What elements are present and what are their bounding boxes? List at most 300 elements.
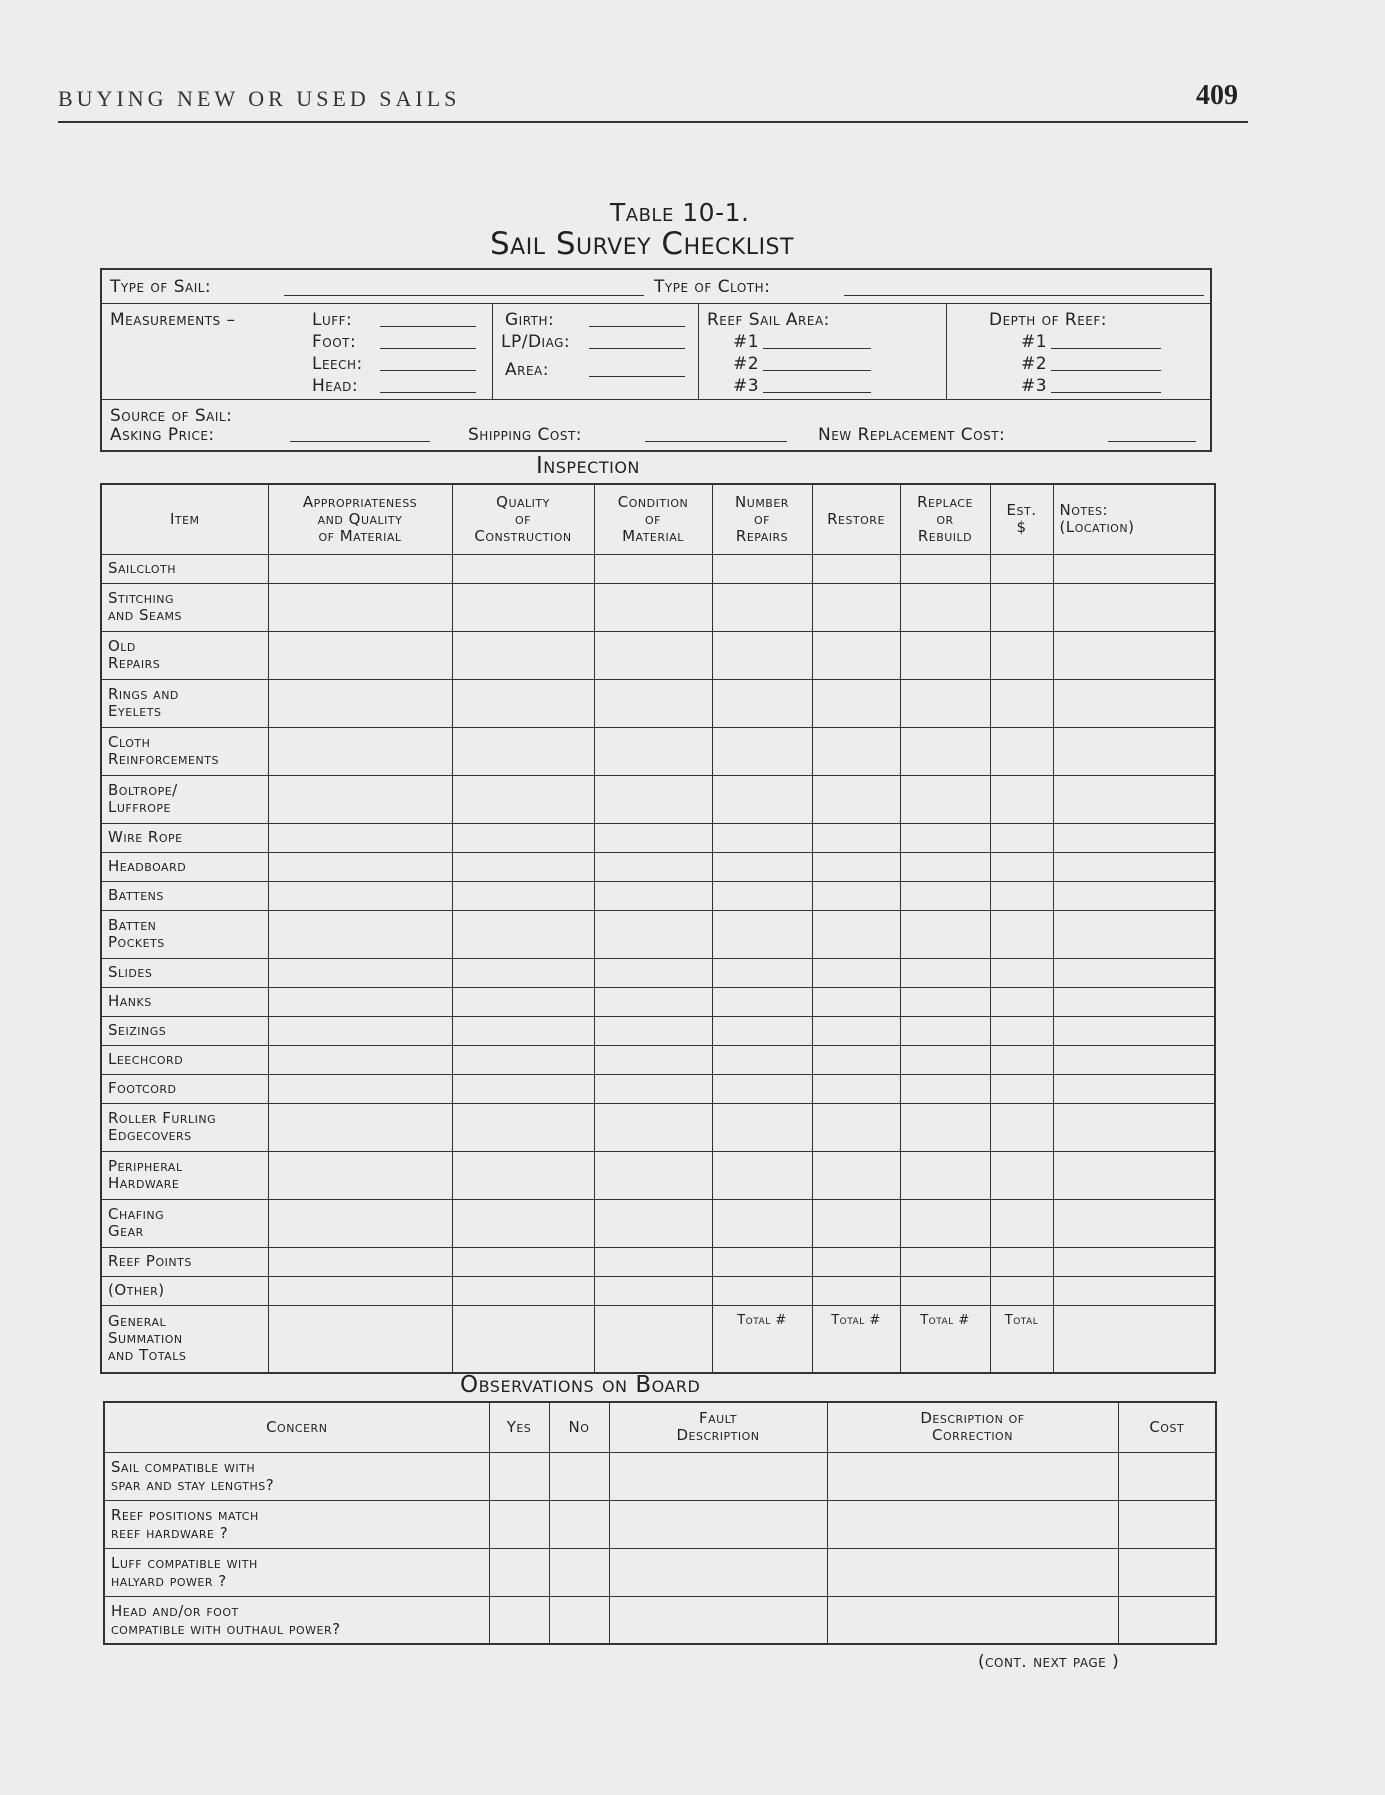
inspection-entry-cell[interactable] [452, 1247, 594, 1276]
inspection-entry-cell[interactable] [990, 1103, 1053, 1151]
inspection-entry-cell[interactable] [900, 910, 990, 958]
inspection-entry-cell[interactable] [594, 727, 712, 775]
inspection-entry-cell[interactable] [594, 631, 712, 679]
reef-sail-area-cell [699, 304, 947, 399]
observation-row [104, 1500, 1216, 1548]
header-quality-line-1: Quality [496, 492, 550, 511]
inspection-entry-cell[interactable] [712, 881, 812, 910]
inspection-entry-cell[interactable] [1053, 583, 1215, 631]
new-replacement-cost-label: New Replacement Cost: [818, 425, 1006, 445]
cost-cell[interactable] [1118, 1548, 1216, 1596]
inspection-entry-cell[interactable] [712, 987, 812, 1016]
yes-cell[interactable] [489, 1596, 549, 1644]
inspection-row [101, 583, 1215, 631]
inspection-row [101, 1276, 1215, 1305]
inspection-entry-cell[interactable] [812, 881, 900, 910]
inspection-entry-cell[interactable] [990, 852, 1053, 881]
inspection-entry-cell[interactable] [268, 554, 452, 583]
correction-description-cell[interactable] [827, 1452, 1118, 1500]
reef-depth-2-label: #2 [1021, 354, 1048, 374]
inspection-entry-cell[interactable] [990, 1045, 1053, 1074]
item-label-line: and Seams [108, 606, 182, 624]
new-replacement-cost-blank[interactable] [1108, 441, 1196, 442]
inspection-entry-cell[interactable] [452, 1045, 594, 1074]
cost-cell[interactable] [1118, 1500, 1216, 1548]
area-blank[interactable] [589, 376, 685, 377]
inspection-entry-cell[interactable] [1053, 1074, 1215, 1103]
inspection-entry-cell[interactable] [712, 1045, 812, 1074]
lp-diag-blank[interactable] [589, 348, 685, 349]
depth-of-reef-cell [947, 304, 1210, 399]
inspection-entry-cell[interactable] [900, 1151, 990, 1199]
inspection-entry-cell[interactable] [452, 987, 594, 1016]
inspection-entry-cell[interactable] [812, 823, 900, 852]
inspection-entry-cell[interactable] [1053, 881, 1215, 910]
yes-cell[interactable] [489, 1452, 549, 1500]
inspection-entry-cell[interactable] [812, 727, 900, 775]
item-label-line: Cloth [108, 733, 151, 751]
item-label-line: Hardware [108, 1174, 180, 1192]
header-restore: Restore [812, 484, 900, 554]
total-replace-cell[interactable]: Total # [900, 1305, 990, 1373]
inspection-entry-cell[interactable] [900, 554, 990, 583]
inspection-entry-cell[interactable] [594, 1199, 712, 1247]
inspection-entry-cell[interactable] [1053, 910, 1215, 958]
inspection-entry-cell[interactable] [812, 1247, 900, 1276]
inspection-entry-cell[interactable] [1053, 1045, 1215, 1074]
inspection-entry-cell[interactable] [990, 583, 1053, 631]
inspection-entry-cell[interactable] [990, 554, 1053, 583]
correction-description-cell[interactable] [827, 1500, 1118, 1548]
no-cell[interactable] [549, 1500, 609, 1548]
inspection-entry-cell[interactable] [268, 583, 452, 631]
inspection-entry-cell[interactable] [990, 823, 1053, 852]
item-label [101, 1276, 268, 1305]
inspection-entry-cell[interactable] [1053, 1276, 1215, 1305]
inspection-entry-cell[interactable] [1053, 958, 1215, 987]
inspection-entry-cell[interactable] [812, 554, 900, 583]
inspection-entry-cell[interactable] [1053, 679, 1215, 727]
inspection-entry-cell[interactable] [452, 775, 594, 823]
inspection-row [101, 1045, 1215, 1074]
reef-depth-2-blank[interactable] [1051, 370, 1161, 371]
inspection-entry-cell[interactable] [712, 910, 812, 958]
type-of-cloth-blank[interactable] [844, 295, 1204, 296]
continued-note: (cont. next page ) [978, 1652, 1120, 1672]
item-label [101, 1074, 268, 1103]
inspection-entry-cell[interactable] [268, 1016, 452, 1045]
leech-blank[interactable] [380, 370, 476, 371]
inspection-entry-cell[interactable] [1053, 631, 1215, 679]
header-number-line-3: Repairs [735, 526, 789, 545]
inspection-entry-cell[interactable] [990, 775, 1053, 823]
inspection-entry-cell[interactable] [452, 631, 594, 679]
concern-label-line: reef hardware ? [111, 1524, 229, 1542]
header-appropriateness-line-2: and Quality [317, 509, 403, 528]
sail-info-form [100, 268, 1212, 452]
fault-description-cell[interactable] [609, 1548, 827, 1596]
inspection-entry-cell[interactable] [594, 554, 712, 583]
item-label-line: Luffrope [108, 798, 171, 816]
inspection-entry-cell[interactable] [594, 583, 712, 631]
inspection-entry-cell[interactable] [990, 987, 1053, 1016]
inspection-entry-cell[interactable] [990, 727, 1053, 775]
inspection-entry-cell[interactable] [712, 1151, 812, 1199]
inspection-entry-cell[interactable] [452, 679, 594, 727]
no-cell[interactable] [549, 1452, 609, 1500]
concern-label [104, 1596, 489, 1644]
inspection-body [101, 554, 1215, 1373]
header-quality-line-3: Construction [474, 526, 572, 545]
item-label-line: Stitching [108, 589, 175, 607]
inspection-row [101, 1151, 1215, 1199]
inspection-entry-cell[interactable] [1053, 1199, 1215, 1247]
asking-price-blank[interactable] [290, 441, 430, 442]
total-est-cell[interactable]: Total [990, 1305, 1053, 1373]
inspection-entry-cell[interactable] [452, 852, 594, 881]
inspection-entry-cell[interactable] [268, 1247, 452, 1276]
item-label-line: Boltrope/ [108, 781, 178, 799]
inspection-entry-cell[interactable] [990, 1151, 1053, 1199]
inspection-entry-cell[interactable] [1053, 1103, 1215, 1151]
inspection-entry-cell[interactable] [900, 679, 990, 727]
inspection-entry-cell[interactable] [268, 1045, 452, 1074]
item-label-line: Eyelets [108, 702, 162, 720]
item-label-line: Reef Points [108, 1252, 192, 1270]
inspection-entry-cell[interactable] [1053, 1247, 1215, 1276]
inspection-entry-cell[interactable] [712, 1276, 812, 1305]
inspection-entry-cell[interactable] [712, 554, 812, 583]
inspection-entry-cell[interactable] [268, 987, 452, 1016]
girth-cell [493, 304, 699, 399]
inspection-entry-cell[interactable] [594, 852, 712, 881]
inspection-entry-cell[interactable] [268, 852, 452, 881]
observation-row [104, 1548, 1216, 1596]
header-condition [594, 484, 712, 554]
inspection-entry-cell[interactable] [712, 1103, 812, 1151]
observation-row [104, 1596, 1216, 1644]
summary-entry-cell[interactable] [452, 1305, 594, 1373]
item-label [101, 910, 268, 958]
correction-description-cell[interactable] [827, 1596, 1118, 1644]
inspection-entry-cell[interactable] [594, 1276, 712, 1305]
inspection-entry-cell[interactable] [712, 1074, 812, 1103]
head-label: Head: [312, 376, 359, 396]
inspection-entry-cell[interactable] [268, 1074, 452, 1103]
inspection-entry-cell[interactable] [594, 1016, 712, 1045]
item-label-line: Footcord [108, 1079, 177, 1097]
item-label [101, 583, 268, 631]
no-cell[interactable] [549, 1596, 609, 1644]
inspection-table [100, 483, 1216, 1374]
inspection-entry-cell[interactable] [900, 881, 990, 910]
inspection-entry-cell[interactable] [712, 958, 812, 987]
header-rule [58, 121, 1248, 123]
concern-label [104, 1548, 489, 1596]
header-concern: Concern [104, 1402, 489, 1452]
inspection-entry-cell[interactable] [594, 823, 712, 852]
item-label-line: Seizings [108, 1021, 167, 1039]
item-label-line: Sailcloth [108, 559, 176, 577]
header-est [990, 484, 1053, 554]
header-condition-line-2: of [645, 509, 661, 528]
inspection-entry-cell[interactable] [1053, 727, 1215, 775]
summary-entry-cell[interactable] [594, 1305, 712, 1373]
reef-area-2-label: #2 [733, 354, 760, 374]
inspection-entry-cell[interactable] [1053, 1151, 1215, 1199]
inspection-entry-cell[interactable] [990, 1016, 1053, 1045]
summary-entry-cell[interactable] [268, 1305, 452, 1373]
item-label [101, 1247, 268, 1276]
inspection-entry-cell[interactable] [268, 958, 452, 987]
inspection-entry-cell[interactable] [452, 823, 594, 852]
inspection-entry-cell[interactable] [900, 852, 990, 881]
observations-body [104, 1452, 1216, 1644]
inspection-entry-cell[interactable] [900, 1045, 990, 1074]
inspection-entry-cell[interactable] [268, 1276, 452, 1305]
inspection-entry-cell[interactable] [900, 1016, 990, 1045]
inspection-entry-cell[interactable] [900, 1074, 990, 1103]
inspection-entry-cell[interactable] [594, 987, 712, 1016]
measurements-cell [102, 304, 493, 399]
inspection-entry-cell[interactable] [990, 1074, 1053, 1103]
inspection-entry-cell[interactable] [712, 583, 812, 631]
inspection-entry-cell[interactable] [990, 910, 1053, 958]
inspection-entry-cell[interactable] [452, 958, 594, 987]
header-notes-line-2: (Location) [1059, 518, 1135, 537]
inspection-entry-cell[interactable] [1053, 1016, 1215, 1045]
leech-label: Leech: [312, 354, 363, 374]
concern-label-line: compatible with outhaul power? [111, 1619, 341, 1638]
inspection-entry-cell[interactable] [268, 881, 452, 910]
inspection-entry-cell[interactable] [812, 775, 900, 823]
form-row-measurements [102, 304, 1210, 400]
inspection-entry-cell[interactable] [812, 1045, 900, 1074]
header-correction-line-1: Description of [920, 1409, 1025, 1428]
inspection-entry-cell[interactable] [900, 823, 990, 852]
inspection-entry-cell[interactable] [452, 583, 594, 631]
header-notes [1053, 484, 1215, 554]
observations-table [103, 1401, 1217, 1645]
type-of-sail-blank[interactable] [284, 295, 644, 296]
header-appropriateness-line-1: Appropriateness [302, 492, 418, 511]
inspection-entry-cell[interactable] [268, 727, 452, 775]
inspection-entry-cell[interactable] [594, 881, 712, 910]
page-number: 409 [1196, 80, 1238, 111]
inspection-entry-cell[interactable] [594, 1247, 712, 1276]
item-label-line: Batten [108, 916, 157, 934]
cost-cell[interactable] [1118, 1596, 1216, 1644]
lp-diag-label: LP/Diag: [501, 332, 571, 352]
header-condition-line-1: Condition [617, 492, 689, 511]
item-label-line: Roller Furling [108, 1109, 217, 1127]
inspection-entry-cell[interactable] [990, 1247, 1053, 1276]
summary-notes-cell[interactable] [1053, 1305, 1215, 1373]
inspection-row [101, 631, 1215, 679]
inspection-entry-cell[interactable] [594, 910, 712, 958]
inspection-entry-cell[interactable] [812, 631, 900, 679]
inspection-entry-cell[interactable] [452, 1276, 594, 1305]
inspection-entry-cell[interactable] [712, 679, 812, 727]
inspection-entry-cell[interactable] [452, 910, 594, 958]
inspection-entry-cell[interactable] [990, 881, 1053, 910]
inspection-entry-cell[interactable] [594, 958, 712, 987]
fault-description-cell[interactable] [609, 1500, 827, 1548]
inspection-entry-cell[interactable] [594, 1151, 712, 1199]
inspection-entry-cell[interactable] [812, 583, 900, 631]
inspection-entry-cell[interactable] [812, 1151, 900, 1199]
girth-blank[interactable] [589, 326, 685, 327]
inspection-entry-cell[interactable] [900, 1276, 990, 1305]
inspection-entry-cell[interactable] [712, 1247, 812, 1276]
inspection-entry-cell[interactable] [900, 1247, 990, 1276]
header-replace-line-2: or [936, 509, 954, 528]
inspection-entry-cell[interactable] [812, 958, 900, 987]
inspection-entry-cell[interactable] [268, 1199, 452, 1247]
inspection-entry-cell[interactable] [452, 1199, 594, 1247]
reef-sail-area-label: Reef Sail Area: [707, 310, 830, 330]
inspection-entry-cell[interactable] [712, 775, 812, 823]
type-of-sail-label: Type of Sail: [110, 277, 212, 297]
inspection-entry-cell[interactable] [452, 1103, 594, 1151]
table-title: Sail Survey Checklist [490, 226, 794, 262]
inspection-entry-cell[interactable] [900, 775, 990, 823]
cost-cell[interactable] [1118, 1452, 1216, 1500]
inspection-entry-cell[interactable] [900, 583, 990, 631]
inspection-entry-cell[interactable] [900, 1103, 990, 1151]
inspection-entry-cell[interactable] [452, 1074, 594, 1103]
inspection-entry-cell[interactable] [594, 679, 712, 727]
inspection-entry-cell[interactable] [268, 1103, 452, 1151]
inspection-row [101, 1074, 1215, 1103]
inspection-entry-cell[interactable] [452, 554, 594, 583]
header-item: Item [101, 484, 268, 554]
reef-area-1-label: #1 [733, 332, 760, 352]
yes-cell[interactable] [489, 1500, 549, 1548]
inspection-entry-cell[interactable] [812, 1016, 900, 1045]
inspection-entry-cell[interactable] [452, 1016, 594, 1045]
inspection-entry-cell[interactable] [900, 987, 990, 1016]
inspection-entry-cell[interactable] [900, 1199, 990, 1247]
inspection-entry-cell[interactable] [990, 679, 1053, 727]
summary-row [101, 1305, 1215, 1373]
inspection-entry-cell[interactable] [594, 1045, 712, 1074]
inspection-entry-cell[interactable] [812, 1103, 900, 1151]
inspection-entry-cell[interactable] [452, 727, 594, 775]
header-replace [900, 484, 990, 554]
concern-label [104, 1452, 489, 1500]
inspection-row [101, 727, 1215, 775]
inspection-entry-cell[interactable] [1053, 554, 1215, 583]
inspection-entry-cell[interactable] [812, 1276, 900, 1305]
inspection-entry-cell[interactable] [712, 631, 812, 679]
inspection-entry-cell[interactable] [268, 679, 452, 727]
inspection-entry-cell[interactable] [594, 775, 712, 823]
inspection-entry-cell[interactable] [594, 1074, 712, 1103]
inspection-entry-cell[interactable] [812, 1199, 900, 1247]
luff-blank[interactable] [380, 326, 476, 327]
observations-header-row [104, 1402, 1216, 1452]
inspection-entry-cell[interactable] [990, 1276, 1053, 1305]
inspection-entry-cell[interactable] [990, 1199, 1053, 1247]
concern-label-line: Sail compatible with [111, 1458, 256, 1476]
form-row-source [102, 400, 1210, 450]
inspection-entry-cell[interactable] [594, 1103, 712, 1151]
item-label [101, 554, 268, 583]
concern-label [104, 1500, 489, 1548]
reef-depth-3-blank[interactable] [1051, 392, 1161, 393]
area-label: Area: [505, 360, 549, 380]
total-restore-cell[interactable]: Total # [812, 1305, 900, 1373]
item-label-line: Wire Rope [108, 828, 183, 846]
inspection-row [101, 958, 1215, 987]
form-row-sail-type [102, 270, 1210, 304]
inspection-entry-cell[interactable] [812, 852, 900, 881]
inspection-entry-cell[interactable] [452, 1151, 594, 1199]
summary-label-line: Summation [108, 1329, 183, 1348]
inspection-entry-cell[interactable] [712, 823, 812, 852]
header-number-line-2: of [754, 509, 770, 528]
fault-description-cell[interactable] [609, 1596, 827, 1644]
inspection-entry-cell[interactable] [1053, 823, 1215, 852]
inspection-entry-cell[interactable] [712, 727, 812, 775]
inspection-entry-cell[interactable] [900, 958, 990, 987]
inspection-entry-cell[interactable] [268, 775, 452, 823]
reef-area-1-blank[interactable] [763, 348, 871, 349]
inspection-entry-cell[interactable] [268, 910, 452, 958]
inspection-entry-cell[interactable] [1053, 987, 1215, 1016]
reef-area-3-blank[interactable] [763, 392, 871, 393]
inspection-entry-cell[interactable] [900, 727, 990, 775]
inspection-entry-cell[interactable] [268, 631, 452, 679]
inspection-entry-cell[interactable] [452, 881, 594, 910]
inspection-entry-cell[interactable] [712, 852, 812, 881]
inspection-entry-cell[interactable] [812, 679, 900, 727]
foot-blank[interactable] [380, 348, 476, 349]
inspection-entry-cell[interactable] [812, 1074, 900, 1103]
inspection-entry-cell[interactable] [900, 631, 990, 679]
head-blank[interactable] [380, 392, 476, 393]
inspection-entry-cell[interactable] [1053, 852, 1215, 881]
inspection-entry-cell[interactable] [990, 631, 1053, 679]
fault-description-cell[interactable] [609, 1452, 827, 1500]
measurements-label: Measurements – [110, 310, 236, 330]
correction-description-cell[interactable] [827, 1548, 1118, 1596]
header-fault [609, 1402, 827, 1452]
yes-cell[interactable] [489, 1548, 549, 1596]
inspection-entry-cell[interactable] [812, 987, 900, 1016]
total-number-cell[interactable]: Total # [712, 1305, 812, 1373]
inspection-row [101, 987, 1215, 1016]
source-of-sail-label: Source of Sail: [110, 406, 233, 426]
foot-label: Foot: [312, 332, 357, 352]
reef-depth-1-blank[interactable] [1051, 348, 1161, 349]
inspection-entry-cell[interactable] [990, 958, 1053, 987]
no-cell[interactable] [549, 1548, 609, 1596]
reef-area-2-blank[interactable] [763, 370, 871, 371]
item-label [101, 987, 268, 1016]
inspection-entry-cell[interactable] [268, 823, 452, 852]
item-label [101, 1103, 268, 1151]
item-label-line: Hanks [108, 992, 152, 1010]
table-label: Table 10-1. [610, 198, 750, 227]
inspection-entry-cell[interactable] [712, 1016, 812, 1045]
inspection-entry-cell[interactable] [268, 1151, 452, 1199]
shipping-cost-blank[interactable] [645, 441, 787, 442]
inspection-entry-cell[interactable] [712, 1199, 812, 1247]
inspection-entry-cell[interactable] [1053, 775, 1215, 823]
inspection-entry-cell[interactable] [812, 910, 900, 958]
